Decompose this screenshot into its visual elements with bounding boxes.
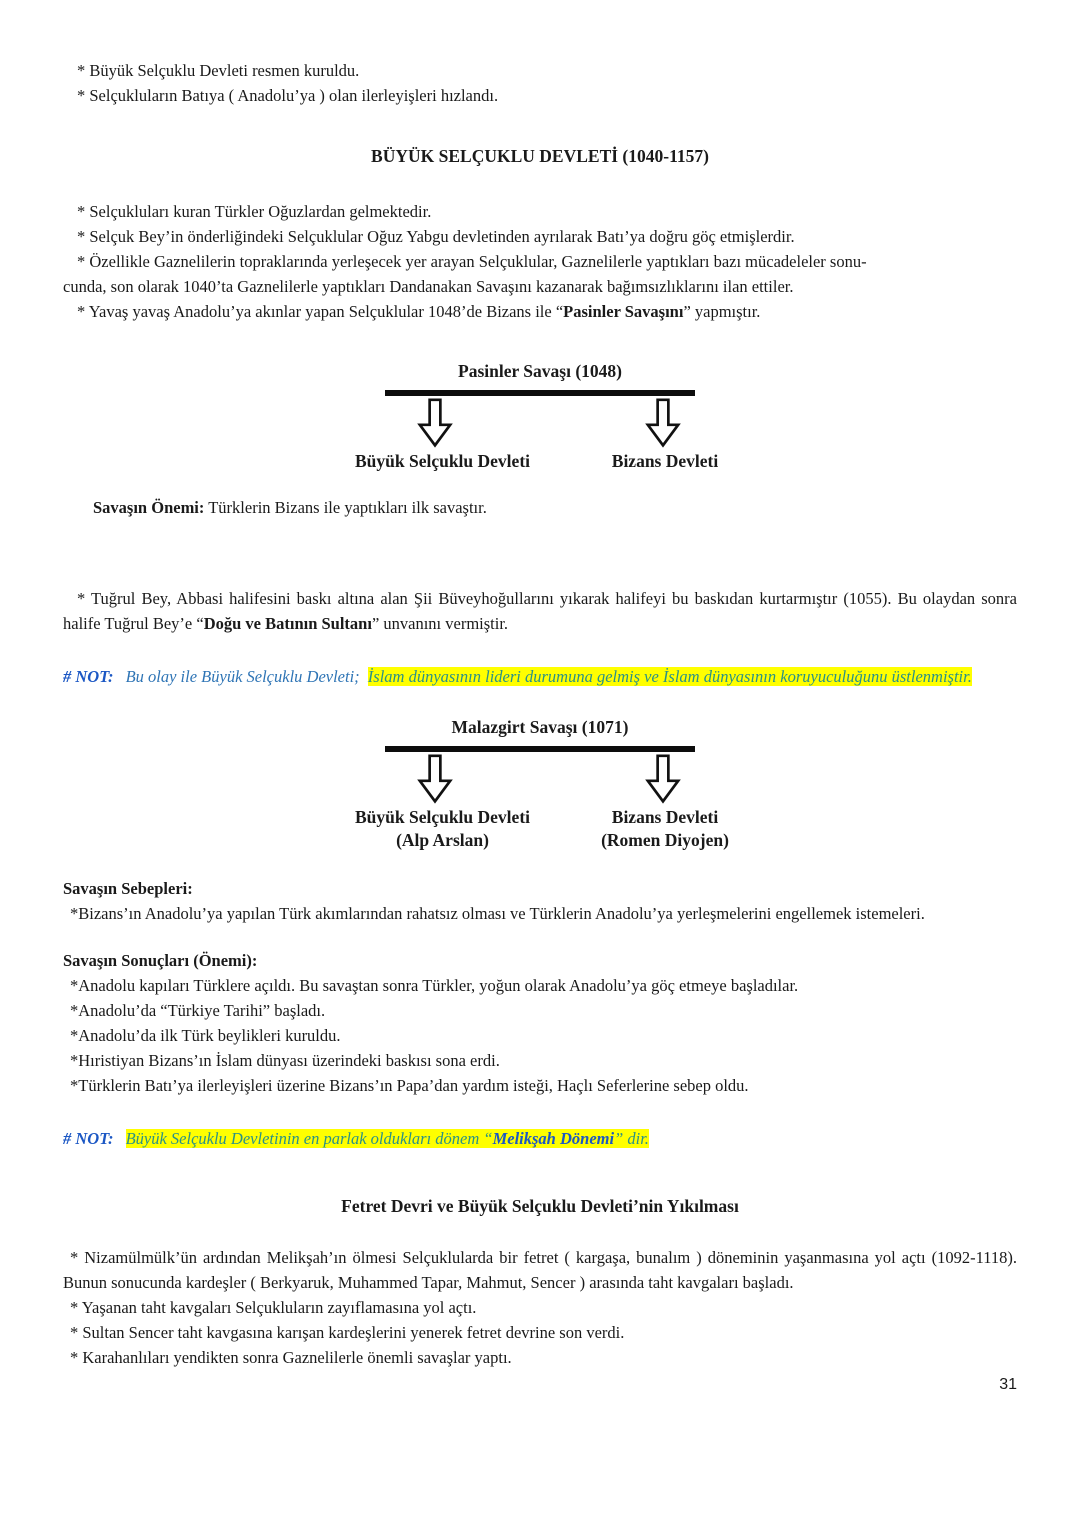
malazgirt-sebepler-text: *Bizans’ın Anadolu’ya yapılan Türk akımlarından rahatsız olması ve Türklerin Anadolu’ya yerleşmelerini engellemek istemeleri. (70, 904, 925, 923)
malazgirt-sonuclar-title: Savaşın Sonuçları (Önemi): (63, 951, 258, 970)
not-2-highlight-bold: Melikşah Dönemi (492, 1129, 615, 1148)
not-1-plain: Bu olay ile Büyük Selçuklu Devleti; (125, 667, 364, 686)
fetret-bullet-2: * Sultan Sencer taht kavgasına karışan kardeşlerini yenerek fetret devrine son verdi. (70, 1323, 625, 1342)
intro-bullet-2: * Selçukluların Batıya ( Anadolu’ya ) olan ilerleyişleri hızlandı. (77, 86, 499, 105)
not-2-highlight-post: ” dir. (614, 1129, 649, 1148)
malazgirt-left-party (325, 806, 560, 852)
pasinler-diagram-title: Pasinler Savaşı (1048) (458, 361, 622, 381)
section-title-fetret-devri: Fetret Devri ve Büyük Selçuklu Devleti’nin Yıkılması (341, 1196, 739, 1216)
pasinler-diagram-labels (325, 450, 755, 473)
malazgirt-diagram-rule (385, 746, 695, 752)
malazgirt-right-party-leader: (Romen Diyojen) (601, 830, 729, 850)
down-block-arrow-icon (645, 398, 681, 448)
malazgirt-diagram (325, 716, 755, 852)
main-bullets (63, 199, 1017, 324)
main-bullet-4 (63, 299, 1017, 324)
main-bullet-4-post: ” yapmıştır. (683, 302, 761, 321)
not-1-highlight: İslam dünyasının lideri durumuna gelmiş ve İslam dünyasının koruyuculuğunu üstlenmiştir. (367, 667, 972, 686)
not-1-label: # NOT: (63, 667, 114, 686)
pasinler-onem (63, 495, 1017, 520)
main-bullet-1: * Selçukluları kuran Türkler Oğuzlardan gelmektedir. (77, 202, 432, 221)
down-block-arrow-icon (417, 398, 453, 448)
malazgirt-sonuc-5: *Türklerin Batı’ya ilerleyişleri üzerine Bizans’ın Papa’dan yardım isteği, Haçlı Seferlerine sebep oldu. (70, 1076, 749, 1095)
malazgirt-diagram-labels (325, 806, 755, 852)
pasinler-diagram-arrows (385, 398, 695, 448)
main-bullet-4-pre: * Yavaş yavaş Anadolu’ya akınlar yapan Selçuklular 1048’de Bizans ile “ (77, 302, 564, 321)
main-bullet-3-line-1: * Özellikle Gaznelilerin topraklarında yerleşecek yer arayan Selçuklular, Gaznelilerle yaptıkları bazı mücadeleler sonu- (77, 252, 867, 271)
tugrul-bold: Doğu ve Batının Sultanı (203, 614, 372, 633)
malazgirt-sebepler (63, 876, 1017, 926)
section-title-buyuk-selcuklu: BÜYÜK SELÇUKLU DEVLETİ (1040-1157) (371, 146, 709, 166)
down-block-arrow-icon (645, 754, 681, 804)
malazgirt-right-party-name: Bizans Devleti (611, 807, 719, 827)
main-bullet-3 (63, 249, 1017, 299)
page-number: 31 (999, 1376, 1017, 1393)
pasinler-onem-text: Türklerin Bizans ile yaptıkları ilk savaştır. (204, 498, 487, 517)
main-bullet-3-line-2: cunda, son olarak 1040’ta Gaznelilerle yaptıkları Dandanakan Savaşını kazanarak bağımsızlıklarını ilan ettiler. (63, 277, 794, 296)
fetret-bullet-3: * Karahanlıları yendikten sonra Gaznelilerle önemli savaşlar yaptı. (70, 1348, 512, 1367)
malazgirt-diagram-title: Malazgirt Savaşı (1071) (451, 717, 629, 737)
not-1 (63, 664, 1017, 690)
malazgirt-right-party (575, 806, 755, 852)
malazgirt-sonuc-2: *Anadolu’da “Türkiye Tarihi” başladı. (70, 1001, 326, 1020)
malazgirt-left-party-leader: (Alp Arslan) (396, 830, 489, 850)
not-2-label: # NOT: (63, 1129, 114, 1148)
malazgirt-left-party-name: Büyük Selçuklu Devleti (354, 807, 531, 827)
not-2 (63, 1126, 1017, 1152)
malazgirt-sonuc-3: *Anadolu’da ilk Türk beylikleri kuruldu. (70, 1026, 341, 1045)
pasinler-diagram (325, 360, 755, 473)
down-block-arrow-icon (417, 754, 453, 804)
main-bullet-2: * Selçuk Bey’in önderliğindeki Selçuklular Oğuz Yabgu devletinden ayrılarak Batı’ya doğru göç etmişlerdir. (77, 227, 795, 246)
tugrul-post: ” unvanını vermiştir. (371, 614, 509, 633)
malazgirt-diagram-arrows (385, 754, 695, 804)
pasinler-left-party: Büyük Selçuklu Devleti (354, 451, 531, 471)
intro-bullet-1: * Büyük Selçuklu Devleti resmen kuruldu. (77, 61, 360, 80)
tugrul-pre: * Tuğrul Bey, Abbasi halifesini baskı altına alan Şii Büveyhoğullarını yıkarak halifeyi bu baskıdan kurtarmıştır (1055). Bu olaydan sonra halife Tuğrul Bey’e “ (63, 589, 1017, 633)
malazgirt-sonuc-1: *Anadolu kapıları Türklere açıldı. Bu savaştan sonra Türkler, yoğun olarak Anadolu’ya göç etmeye başladılar. (70, 976, 799, 995)
malazgirt-sonuclar (63, 948, 1017, 1098)
malazgirt-sebepler-title: Savaşın Sebepleri: (63, 879, 193, 898)
pasinler-right-party: Bizans Devleti (611, 451, 719, 471)
pasinler-diagram-rule (385, 390, 695, 396)
not-2-highlight-pre: Büyük Selçuklu Devletinin en parlak oldukları dönem “ (125, 1129, 493, 1148)
main-bullet-4-bold: Pasinler Savaşını (563, 302, 684, 321)
fetret-bullet-1: * Yaşanan taht kavgaları Selçukluların zayıflamasına yol açtı. (70, 1298, 477, 1317)
tugrul-paragraph (63, 586, 1017, 636)
fetret-paragraph-1: * Nizamülmülk’ün ardından Melikşah’ın ölmesi Selçuklularda bir fetret ( kargaşa, bunalım ) döneminin yaşanmasına yol açtı (1092-1118). Bunun sonucunda kardeşler ( Berkyaruk, Muhammed Tapar, Mahmut, Sencer ) arasında taht kavgaları başladı. (63, 1248, 1017, 1292)
malazgirt-sonuc-4: *Hıristiyan Bizans’ın İslam dünyası üzerindeki baskısı sona erdi. (70, 1051, 500, 1070)
pasinler-onem-label: Savaşın Önemi: (93, 498, 205, 517)
